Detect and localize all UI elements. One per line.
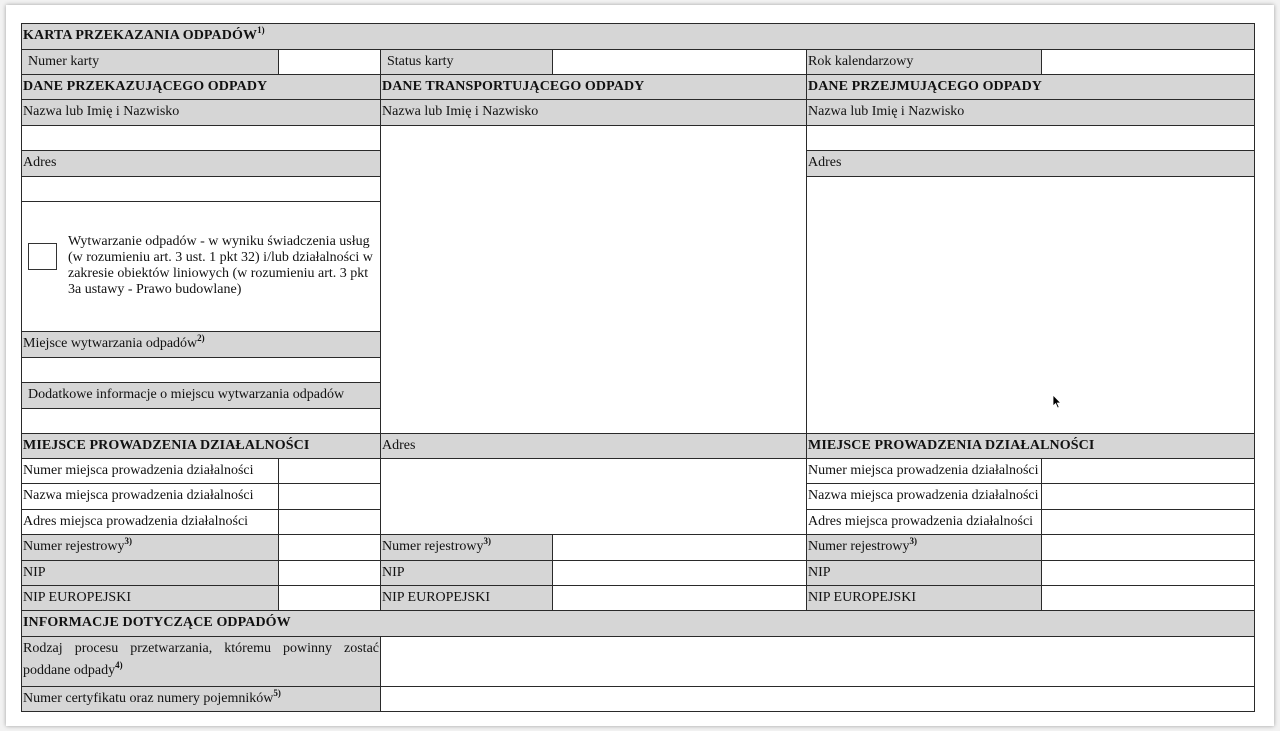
- receiver-business-heading: MIEJSCE PROWADZENIA DZIAŁALNOŚCI: [806, 433, 1255, 459]
- transporter-name-field[interactable]: [380, 125, 807, 434]
- card-status-field[interactable]: [552, 49, 807, 75]
- sender-register-label-text: Numer rejestrowy: [23, 539, 125, 554]
- process-type-footnote: 4): [115, 660, 123, 670]
- receiver-address-field[interactable]: [806, 176, 1255, 434]
- process-word-5: powinny: [282, 641, 332, 656]
- receiver-business-name-field[interactable]: [1041, 483, 1255, 510]
- transporter-register-field[interactable]: [552, 534, 807, 561]
- receiver-business-name-label: Nazwa miejsca prowadzenia działalności: [806, 483, 1042, 510]
- waste-info-heading: INFORMACJE DOTYCZĄCE ODPADÓW: [21, 610, 1255, 637]
- certificate-footnote: 5): [273, 688, 281, 698]
- waste-origin-footnote: 2): [197, 333, 205, 343]
- service-waste-line-2: (w rozumieniu art. 3 ust. 1 pkt 32) i/lub działalności w: [68, 250, 373, 265]
- process-word-4: któremu: [224, 641, 271, 656]
- origin-extra-info-label: Dodatkowe informacje o miejscu wytwarzania odpadów: [21, 382, 381, 409]
- sender-business-name-field[interactable]: [278, 483, 381, 510]
- service-waste-line-3: zakresie obiektów liniowych (w rozumieniu art. 3 pkt: [68, 266, 369, 281]
- certificate-field[interactable]: [380, 686, 1255, 712]
- sender-nip-field[interactable]: [278, 560, 381, 586]
- service-waste-line-4: 3a ustawy - Prawo budowlane): [68, 282, 242, 297]
- sender-eu-nip-field[interactable]: [278, 585, 381, 611]
- waste-origin-label-text: Miejsce wytwarzania odpadów: [23, 336, 198, 351]
- process-type-field[interactable]: [380, 636, 1255, 687]
- receiver-business-number-field[interactable]: [1041, 458, 1255, 484]
- sender-eu-nip-label: NIP EUROPEJSKI: [21, 585, 279, 611]
- origin-extra-info-field[interactable]: [21, 408, 381, 434]
- certificate-label: [21, 686, 381, 712]
- transporter-address-label: Adres: [380, 433, 807, 459]
- receiver-name-field[interactable]: [806, 125, 1255, 151]
- sender-register-label: [21, 534, 279, 561]
- sender-register-field[interactable]: [278, 534, 381, 561]
- receiver-business-address-label: Adres miejsca prowadzenia działalności: [806, 509, 1042, 535]
- service-waste-checkbox[interactable]: [28, 243, 57, 270]
- form-title-text: KARTA PRZEKAZANIA ODPADÓW: [23, 28, 258, 43]
- transporter-nip-label: NIP: [380, 560, 553, 586]
- receiver-eu-nip-field[interactable]: [1041, 585, 1255, 611]
- receiver-nip-field[interactable]: [1041, 560, 1255, 586]
- sender-name-field[interactable]: [21, 125, 381, 151]
- form-title: [21, 23, 1255, 50]
- waste-origin-label: [21, 331, 381, 358]
- card-number-field[interactable]: [278, 49, 381, 75]
- receiver-address-label: Adres: [806, 150, 1255, 177]
- sender-business-number-field[interactable]: [278, 458, 381, 484]
- receiver-heading: DANE PRZEJMUJĄCEGO ODPADY: [806, 74, 1255, 100]
- receiver-business-address-field[interactable]: [1041, 509, 1255, 535]
- process-type-label-line-1: [23, 641, 379, 657]
- certificate-label-text: Numer certyfikatu oraz numery pojemników: [23, 691, 274, 706]
- service-waste-option: [21, 201, 381, 332]
- transporter-register-label: [380, 534, 553, 561]
- card-status-label: Status karty: [380, 49, 553, 75]
- form-title-footnote: 1): [257, 25, 265, 35]
- transporter-nip-field[interactable]: [552, 560, 807, 586]
- process-type-label-line-2-text: poddane odpady: [23, 663, 116, 678]
- sender-heading: DANE PRZEKAZUJĄCEGO ODPADY: [21, 74, 381, 100]
- transporter-eu-nip-label: NIP EUROPEJSKI: [380, 585, 553, 611]
- calendar-year-label: Rok kalendarzowy: [806, 49, 1042, 75]
- sender-business-name-label: Nazwa miejsca prowadzenia działalności: [21, 483, 279, 510]
- sender-address-field[interactable]: [21, 176, 381, 202]
- sender-business-address-field[interactable]: [278, 509, 381, 535]
- service-waste-line-1: Wytwarzanie odpadów - w wyniku świadczenia usług: [68, 234, 370, 249]
- transporter-eu-nip-field[interactable]: [552, 585, 807, 611]
- process-word-1: Rodzaj: [23, 641, 63, 656]
- process-word-3: przetwarzania,: [130, 641, 213, 656]
- sender-business-heading: MIEJSCE PROWADZENIA DZIAŁALNOŚCI: [21, 433, 381, 459]
- card-number-label: Numer karty: [21, 49, 279, 75]
- receiver-register-label: [806, 534, 1042, 561]
- process-type-label-line-2: [23, 660, 123, 679]
- sender-business-number-label: Numer miejsca prowadzenia działalności: [21, 458, 279, 484]
- process-word-2: procesu: [74, 641, 119, 656]
- sender-register-footnote: 3): [124, 536, 132, 546]
- transporter-heading: DANE TRANSPORTUJĄCEGO ODPADY: [380, 74, 807, 100]
- transporter-address-field[interactable]: [380, 458, 807, 535]
- receiver-register-label-text: Numer rejestrowy: [808, 539, 910, 554]
- transporter-register-label-text: Numer rejestrowy: [382, 539, 484, 554]
- sender-nip-label: NIP: [21, 560, 279, 586]
- receiver-eu-nip-label: NIP EUROPEJSKI: [806, 585, 1042, 611]
- sender-business-address-label: Adres miejsca prowadzenia działalności: [21, 509, 279, 535]
- waste-origin-field[interactable]: [21, 357, 381, 383]
- sender-name-label: Nazwa lub Imię i Nazwisko: [21, 99, 381, 126]
- sender-address-label: Adres: [21, 150, 381, 177]
- receiver-business-number-label: Numer miejsca prowadzenia działalności: [806, 458, 1042, 484]
- mouse-cursor-icon: [1052, 394, 1062, 409]
- process-word-6: zostać: [344, 641, 379, 656]
- receiver-nip-label: NIP: [806, 560, 1042, 586]
- transporter-name-label: Nazwa lub Imię i Nazwisko: [380, 99, 807, 126]
- receiver-register-field[interactable]: [1041, 534, 1255, 561]
- transporter-register-footnote: 3): [483, 536, 491, 546]
- process-type-label: [21, 636, 381, 687]
- receiver-name-label: Nazwa lub Imię i Nazwisko: [806, 99, 1255, 126]
- receiver-register-footnote: 3): [909, 536, 917, 546]
- calendar-year-field[interactable]: [1041, 49, 1255, 75]
